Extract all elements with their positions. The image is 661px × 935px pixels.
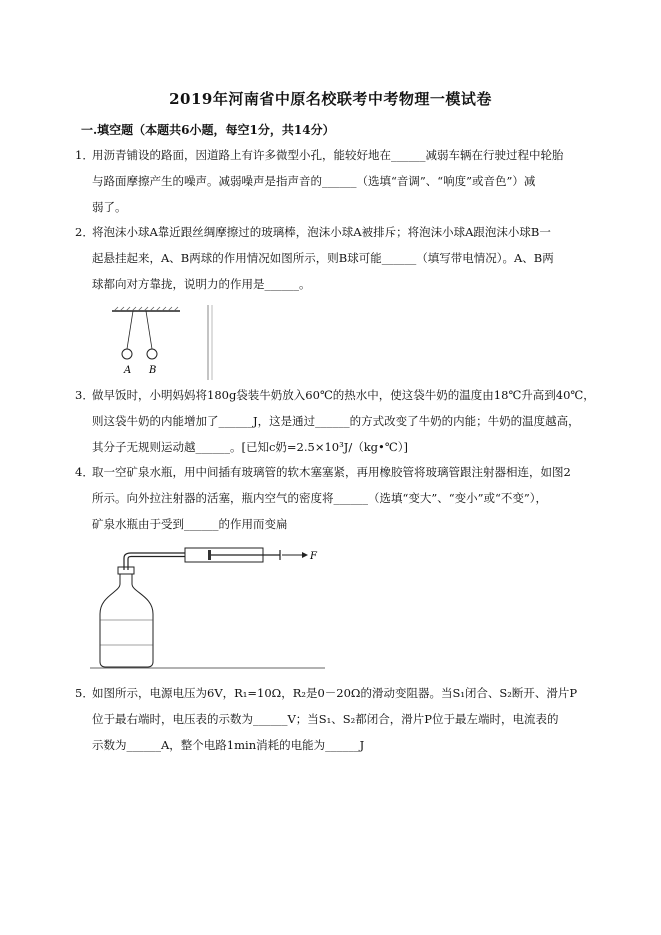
question-line: 与路面摩擦产生的噪声。减弱噪声是指声音的______（选填“音调”、“响度”或音色”）减 <box>92 174 536 188</box>
question-line: 将泡沫小球A靠近跟丝绸摩擦过的玻璃棒，泡沫小球A被排斥；将泡沫小球A跟泡沫小球B一 <box>92 225 551 239</box>
question-line: 所示。向外拉注射器的活塞，瓶内空气的密度将______（选填“变大”、“变小”或“不变”）， <box>92 491 548 505</box>
thread-b <box>146 311 152 349</box>
bottle <box>100 572 153 667</box>
question-number: 1． <box>75 148 94 162</box>
question-line: 弱了。 <box>92 200 127 214</box>
bottle-cap <box>118 567 134 574</box>
question-number: 5． <box>75 686 94 700</box>
question-line: 位于最右端时，电压表的示数为______V；当S₁、S₂都闭合，滑片P位于最左端时，电流表的 <box>92 712 559 726</box>
glass-tube <box>128 557 185 571</box>
hanging-balls-figure <box>100 305 220 380</box>
question-line: 用沥青铺设的路面，因道路上有许多微型小孔，能较好地在______减弱车辆在行驶过程中轮胎 <box>92 148 564 162</box>
question-line: 如图所示，电源电压为6V，R₁=10Ω，R₂是0－20Ω的滑动变阻器。当S₁闭合、S₂断开、滑片P <box>92 686 578 700</box>
section-heading: 一.填空题（本题共6小题，每空1分，共14分） <box>81 123 335 137</box>
question-line: 取一空矿泉水瓶，用中间插有玻璃管的软木塞塞紧，再用橡胶管将玻璃管跟注射器相连，如图2 <box>92 465 571 479</box>
question-number: 3． <box>75 388 94 402</box>
question-number: 2． <box>75 225 94 239</box>
question-line: 起悬挂起来，A、B两球的作用情况如图所示，则B球可能______（填写带电情况）。A、B两 <box>92 251 554 265</box>
question-line: 矿泉水瓶由于受到______的作用而变扁 <box>92 517 288 531</box>
question-1 <box>75 142 595 220</box>
syringe-piston <box>208 550 211 560</box>
arrow-head-icon <box>302 552 308 558</box>
label-f: F <box>310 551 317 562</box>
question-line: 则这袋牛奶的内能增加了______J，这是通过______的方式改变了牛奶的内能；牛奶的温度越高， <box>92 414 580 428</box>
ball-a <box>122 349 132 359</box>
page-title: 2019年河南省中原名校联考中考物理一模试卷 <box>169 90 492 108</box>
question-line: 其分子无规则运动越______。[已知c奶=2.5×10³J/（kg•℃）] <box>92 440 408 454</box>
label-a: A <box>124 365 132 376</box>
question-5 <box>75 680 595 758</box>
question-2 <box>75 219 595 297</box>
question-4 <box>75 459 595 537</box>
thread-a <box>127 311 133 349</box>
question-line: 球都向对方靠拢，说明力的作用是______。 <box>92 277 311 291</box>
bottle-syringe-figure <box>90 540 330 670</box>
question-number: 4． <box>75 465 94 479</box>
ball-b <box>147 349 157 359</box>
label-b: B <box>149 365 157 376</box>
question-line: 做早饭时，小明妈妈将180g袋装牛奶放入60℃的热水中，使这袋牛奶的温度由18℃升高到40℃， <box>92 388 595 402</box>
question-line: 示数为______A，整个电路1min消耗的电能为______J <box>92 738 365 752</box>
question-3 <box>75 382 595 460</box>
